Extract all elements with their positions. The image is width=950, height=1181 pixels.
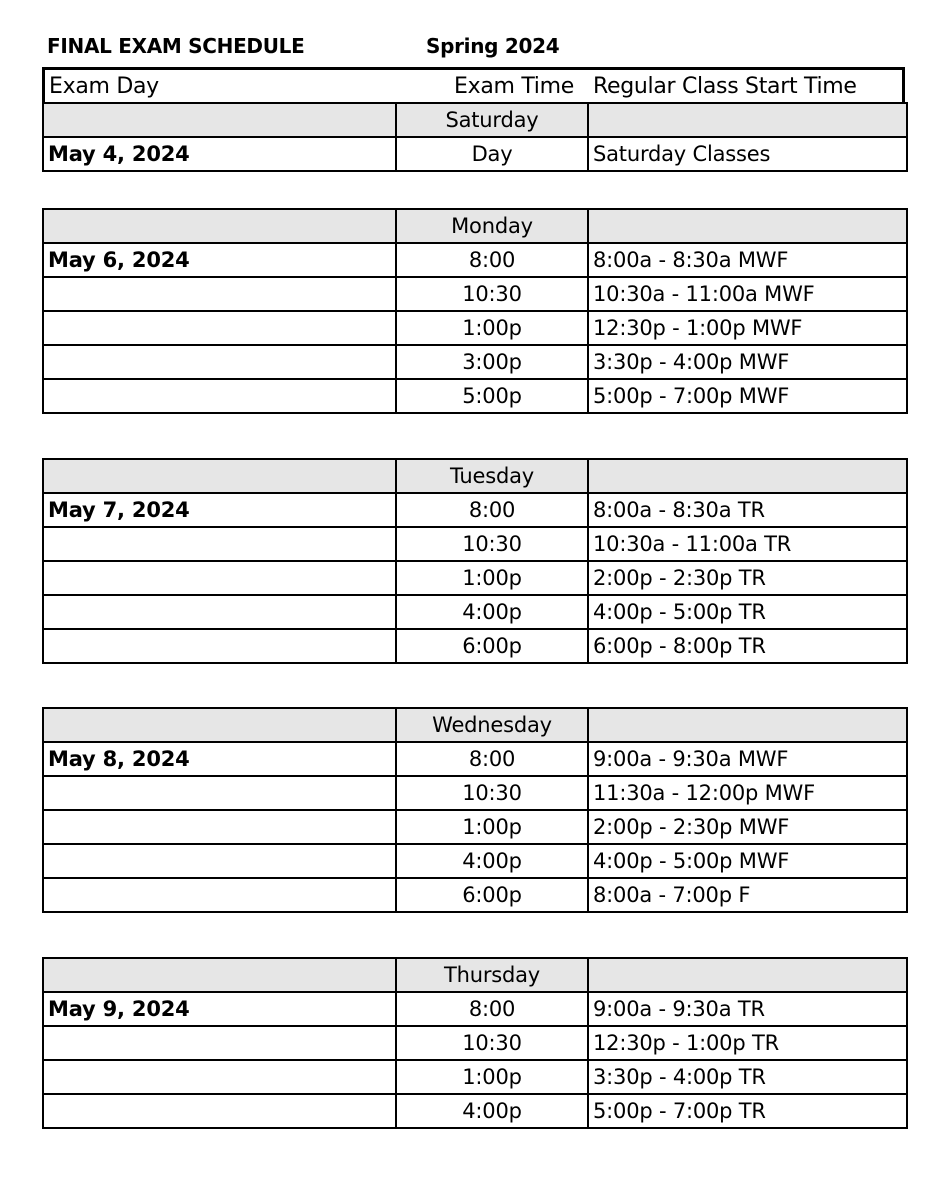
table-row [43,493,907,527]
schedule-block-saturday [42,102,908,172]
table-row [43,527,907,561]
schedule-block-monday [42,208,908,414]
table-row [43,311,907,345]
weekday-row [43,958,907,992]
class-start-time: 5:00p - 7:00p TR [588,1094,907,1128]
table-row [43,561,907,595]
class-start-time: 6:00p - 8:00p TR [588,629,907,663]
class-start-time: 5:00p - 7:00p MWF [588,379,907,413]
exam-time: 6:00p [396,878,588,912]
exam-time: 1:00p [396,810,588,844]
weekday-row [43,459,907,493]
table-row [43,1094,907,1128]
exam-time: 4:00p [396,844,588,878]
class-start-time: 3:30p - 4:00p TR [588,1060,907,1094]
exam-time: 8:00 [396,992,588,1026]
table-row [43,629,907,663]
exam-time: 10:30 [396,277,588,311]
header-exam-time: Exam Time [454,73,574,99]
schedule-block-thursday [42,957,908,1129]
schedule-block-wednesday [42,707,908,913]
class-start-time: 4:00p - 5:00p MWF [588,844,907,878]
table-row [43,742,907,776]
exam-time: 3:00p [396,345,588,379]
weekday-label: Wednesday [396,708,588,742]
table-row [43,379,907,413]
class-start-time: Saturday Classes [588,137,907,171]
table-row [43,776,907,810]
exam-time: 1:00p [396,1060,588,1094]
weekday-row [43,708,907,742]
page-title: FINAL EXAM SCHEDULE [47,34,305,58]
exam-time: 10:30 [396,1026,588,1060]
header-exam-day: Exam Day [49,73,159,99]
table-row [43,595,907,629]
exam-date: May 6, 2024 [43,243,396,277]
table-row [43,810,907,844]
class-start-time: 9:00a - 9:30a TR [588,992,907,1026]
exam-time: 5:00p [396,379,588,413]
column-header-row [42,67,905,105]
header-class-start: Regular Class Start Time [593,73,857,99]
class-start-time: 10:30a - 11:00a TR [588,527,907,561]
table-row [43,137,907,171]
weekday-row [43,103,907,137]
exam-time: Day [396,137,588,171]
exam-time: 8:00 [396,742,588,776]
class-start-time: 4:00p - 5:00p TR [588,595,907,629]
class-start-time: 2:00p - 2:30p TR [588,561,907,595]
class-start-time: 8:00a - 7:00p F [588,878,907,912]
exam-time: 1:00p [396,311,588,345]
table-row [43,345,907,379]
class-start-time: 9:00a - 9:30a MWF [588,742,907,776]
class-start-time: 8:00a - 8:30a MWF [588,243,907,277]
class-start-time: 10:30a - 11:00a MWF [588,277,907,311]
exam-time: 6:00p [396,629,588,663]
exam-date: May 9, 2024 [43,992,396,1026]
weekday-label: Thursday [396,958,588,992]
exam-time: 8:00 [396,243,588,277]
class-start-time: 2:00p - 2:30p MWF [588,810,907,844]
weekday-label: Monday [396,209,588,243]
table-row [43,878,907,912]
table-row [43,1026,907,1060]
exam-time: 1:00p [396,561,588,595]
class-start-time: 8:00a - 8:30a TR [588,493,907,527]
exam-time: 4:00p [396,595,588,629]
class-start-time: 12:30p - 1:00p MWF [588,311,907,345]
term-label: Spring 2024 [426,34,560,58]
exam-time: 8:00 [396,493,588,527]
schedule-block-tuesday [42,458,908,664]
exam-date: May 4, 2024 [43,137,396,171]
class-start-time: 12:30p - 1:00p TR [588,1026,907,1060]
exam-date: May 7, 2024 [43,493,396,527]
table-row [43,992,907,1026]
weekday-label: Saturday [396,103,588,137]
table-row [43,1060,907,1094]
exam-time: 10:30 [396,776,588,810]
exam-time: 4:00p [396,1094,588,1128]
table-row [43,243,907,277]
exam-date: May 8, 2024 [43,742,396,776]
weekday-row [43,209,907,243]
exam-time: 10:30 [396,527,588,561]
table-row [43,277,907,311]
class-start-time: 11:30a - 12:00p MWF [588,776,907,810]
weekday-label: Tuesday [396,459,588,493]
table-row [43,844,907,878]
class-start-time: 3:30p - 4:00p MWF [588,345,907,379]
